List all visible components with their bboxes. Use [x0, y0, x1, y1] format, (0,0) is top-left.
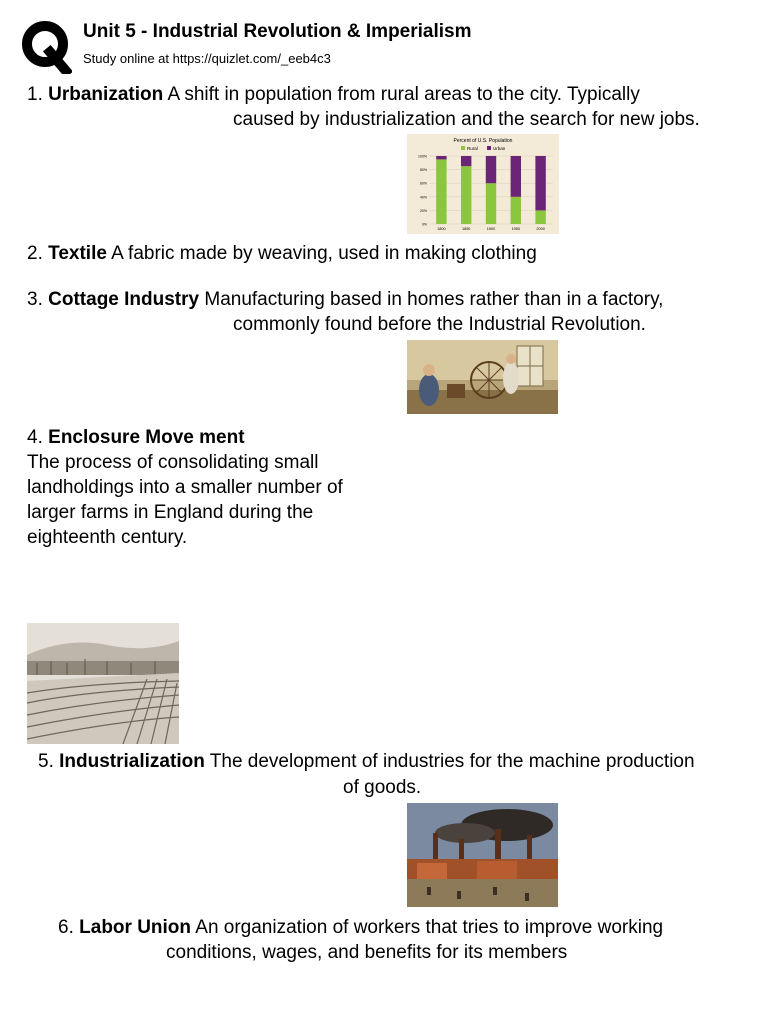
x-tick-label: 1800 [437, 227, 446, 231]
bar-rural-1950 [511, 197, 521, 224]
term-2-name: Textile [48, 243, 107, 264]
bar-rural-1900 [486, 183, 496, 224]
bar-rural-2000 [535, 210, 545, 224]
bar-urban-1950 [511, 156, 521, 197]
legend-urban-swatch [487, 146, 491, 150]
quizlet-logo-icon [20, 18, 72, 74]
page-title: Unit 5 - Industrial Revolution & Imperialism [83, 21, 472, 42]
x-tick-label: 1850 [461, 227, 471, 231]
x-tick-label: 1900 [486, 227, 496, 231]
term-6-name: Labor Union [79, 917, 192, 938]
y-tick-label: 20% [419, 208, 427, 213]
study-link[interactable]: Study online at https://quizlet.com/_eeb4c3 [83, 51, 331, 66]
term-4-name: Enclosure Move ment [48, 427, 245, 448]
legend-rural: Rural [467, 146, 478, 151]
y-tick-label: 80% [419, 168, 427, 173]
legend-rural-swatch [461, 146, 465, 150]
bar-urban-2000 [535, 156, 545, 210]
bar-urban-1900 [486, 156, 496, 183]
cottage-industry-image [407, 340, 558, 414]
industrialization-image [407, 803, 558, 907]
population-chart [407, 134, 559, 234]
x-tick-label: 1950 [511, 227, 521, 231]
term-1-name: Urbanization [48, 84, 164, 105]
bar-rural-1800 [436, 159, 446, 224]
bar-rural-1850 [461, 166, 471, 224]
enclosure-image [27, 623, 179, 744]
bar-urban-1800 [436, 156, 446, 159]
y-tick-label: 60% [419, 181, 427, 186]
y-tick-label: 40% [419, 195, 427, 200]
term-3-name: Cottage Industry [48, 289, 200, 310]
bar-urban-1850 [461, 156, 471, 166]
y-tick-label: 0% [421, 222, 427, 227]
chart-title: Percent of U.S. Population [453, 138, 513, 144]
x-tick-label: 2000 [536, 227, 545, 231]
legend-urban: Urban [493, 146, 506, 151]
term-5-name: Industrialization [59, 751, 205, 772]
y-tick-label: 100% [418, 154, 427, 159]
